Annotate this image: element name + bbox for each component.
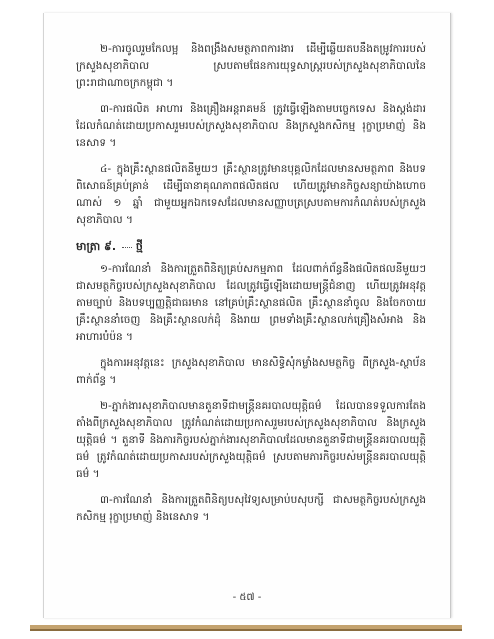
article-paragraph-1b: ក្នុងការអនុវត្តនេះ ក្រសួងសុខាភិបាល មានសិទ្ធិសុំកម្លាំងសមត្ថកិច្ច ពីក្រសួង-ស្ថាប័នពាក់ព័ន្ធ ។ xyxy=(76,357,426,386)
document-body xyxy=(76,41,426,535)
paragraph-2: ២-ការចូលរួមកែលម្អ និងពង្រឹងសមត្ថភាពការងារ ដើម្បីឆ្លើយតបនឹងតម្រូវការរបស់ក្រសួងសុខាភិបាល ស្របតាមផែនការយុទ្ធសាស្ត្ររបស់ក្រសួងសុខាភិបាលនៃព្រះរាជាណាចក្រកម្ពុជា ។ xyxy=(76,43,426,89)
page-number: - ៥៧ - xyxy=(232,592,262,603)
article-paragraph-2: ២-ភ្នាក់ងារសុខាភិបាលមានតួនាទីជាមន្ត្រីនគរបាលយុត្តិធម៌ ដែលបានទទួលការតែងតាំងពីក្រសួងសុខាភិបាល ត្រូវកំណត់ដោយប្រកាសរួមរបស់ក្រសួងសុខាភិបាល និងក្រសួងយុត្តិធម៌ ។ តួនាទី និងភារកិច្ចរបស់ភ្នាក់ងារសុខាភិបាលដែលមានតួនាទីជាមន្ត្រីនគរបាលយុត្តិធម៌ ត្រូវកំណត់ដោយប្រកាសរបស់ក្រសួងយុត្តិធម៌ ស្របតាមភារកិច្ចរបស់មន្ត្រីនគរបាលយុត្តិធម៌ ។ xyxy=(76,400,426,480)
article-paragraph-1: ១-ការណែនាំ និងការត្រួតពិនិត្យគ្រប់សកម្មភាព ដែលពាក់ព័ន្ធនឹងផលិតផលនីមួយៗ ជាសមត្ថកិច្ចរបស់ក្រសួងសុខាភិបាល ដែលត្រូវធ្វើឡើងដោយមន្ត្រីជំនាញ ហើយត្រូវអនុវត្តតាមច្បាប់ និងបទប្បញ្ញត្តិជាធរមាន នៅគ្រប់គ្រឹះស្ថានផលិត គ្រឹះស្ថាននាំចូល និងចែកចាយ គ្រឹះស្ថាននាំចេញ និងគ្រឹះស្ថានលក់ដុំ និងរាយ ព្រមទាំងគ្រឹះស្ថានលក់គ្រឿងសំអាង និងអាហារបំប៉ន ។ xyxy=(76,263,426,343)
article-heading xyxy=(76,238,426,255)
document-page xyxy=(43,13,451,618)
article-suffix: ថ្មី xyxy=(135,240,143,253)
article-dots xyxy=(122,247,132,248)
article-label: មាត្រា ៩. xyxy=(76,240,117,253)
bottom-decoration-shadow xyxy=(30,629,462,631)
paragraph-4: ៤- ក្នុងគ្រឹះស្ថានផលិតនីមួយៗ គ្រឹះស្ថានត្រូវមានបុគ្គលិកដែលមានសមត្ថភាព និងបទពិសោធន៍គ្រប់គ្រាន់ ដើម្បីធានាគុណភាពផលិតផល ហើយត្រូវមានកិច្ចសន្យាយ៉ាងហោចណាស់ ១ ឆ្នាំ ជាមួយអ្នកឯកទេសដែលមានសញ្ញាបត្រស្របតាមការកំណត់របស់ក្រសួងសុខាភិបាល ។ xyxy=(76,163,426,226)
article-paragraph-3: ៣-ការណែនាំ និងការត្រួតពិនិត្យបសុវៃទ្យសម្រាប់បសុបក្សី ជាសមត្ថកិច្ចរបស់ក្រសួងកសិកម្ម រុក្ខាប្រមាញ់ និងនេសាទ ។ xyxy=(76,494,426,523)
paragraph-3: ៣-ការផលិត អាហារ និងគ្រឿងអន្តរាគមន៍ ត្រូវធ្វើឡើងតាមបច្ចេកទេស និងស្តង់ដារដែលកំណត់ដោយប្រកាសរួមរបស់ក្រសួងសុខាភិបាល និងក្រសួងកសិកម្ម រុក្ខាប្រមាញ់ និងនេសាទ ។ xyxy=(76,103,426,149)
